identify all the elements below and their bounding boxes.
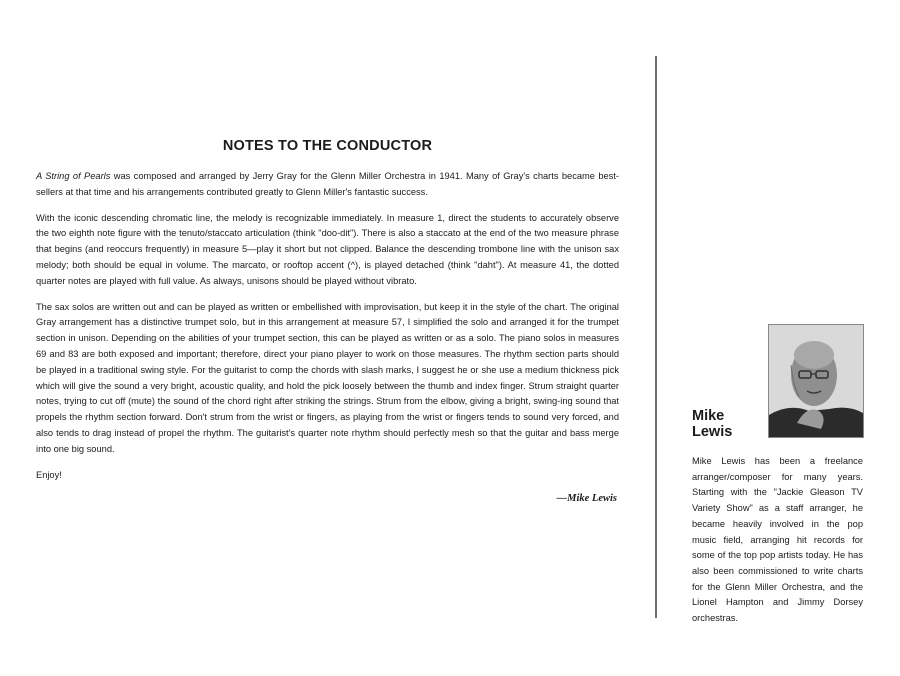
notes-paragraph-2: With the iconic descending chromatic line, the melody is recognizable immediately. In measure 1, direct the students to accurately observe the two eighth note figure with the tenuto/staccato articulation (think "doo-dit"). There is also a staccato at the end of the two measure phrase that begins (and reoccurs frequently) in measure 5—play it short but not clipped. Balance the descending trombone line with the unison sax melody; both should be equal in volume. The marcato, or rooftop accent (^), is played detached (think "daht"). At measure 41, the dotted quarter notes are played with full value. As always, unisons should be played without vibrato. (36, 212, 619, 286)
signature: —Mike Lewis (556, 493, 617, 505)
bio-text: Mike Lewis has been a freelance arranger/composer for many years. Starting with the "Jackie Gleason TV Variety Show" as a staff arranger, he became heavily involved in the pop music field, arranging hit records for some of the top pop artists today. He has also been commissioned to write charts for the Glenn Miller Orchestra, and the Lionel Hampton and Jimmy Dorsey orchestras. (692, 456, 863, 624)
notes-title: NOTES TO THE CONDUCTOR (222, 138, 433, 154)
column-divider (655, 56, 657, 618)
notes-closing: Enjoy! (36, 469, 62, 480)
author-last-name: Lewis (692, 424, 733, 440)
author-first-name: Mike (692, 408, 725, 424)
bio-header (692, 324, 863, 440)
conductor-notes (36, 138, 619, 504)
notes-paragraph-1 (36, 169, 619, 201)
author-bio (692, 324, 863, 627)
notes-paragraph-1-text: was composed and arranged by Jerry Gray for the Glenn Miller Orchestra in 1941. Many of Gray's charts became best-sellers at that time and his arrangements contributed greatly to Glenn Miller's fantastic success. (36, 171, 619, 197)
author-photo (768, 324, 864, 438)
author-name (692, 408, 732, 440)
song-title: A String of Pearls (36, 171, 111, 181)
notes-paragraph-3: The sax solos are written out and can be played as written or embellished with improvisation, but keep it in the style of the chart. The original Gray arrangement has a distinctive trumpet solo, but in this arrangement at measure 57, I simplified the solo and arranged it for the trumpet section in unison. Depending on the abilities of your trumpet section, this can be played as written or as a solo. The piano solos in measures 69 and 83 are both exposed and important; therefore, direct your piano player to work on those measures. The rhythm section parts should be played in a traditional swing style. For the guitarist to comp the chords with slash marks, I suggest he or she use a medium thickness pick which will give the sound a very bright, acoustic quality, and hold the pick loosely between the thumb and index finger. Strum straight quarter notes, trying to cut off (mute) the sound of the chord right after striking the strings. Strum from the elbow, giving a bright, swing-ing sound that propels the rhythm section forward. Don't strum from the wrist or fingers, as playing from the wrist or fingers tends to sound very forced, and also tends to drag instead of propel the rhythm. The guitarist's quarter note rhythm should perfectly mesh so that the guitar and bass merge into one big sound. (36, 301, 619, 454)
